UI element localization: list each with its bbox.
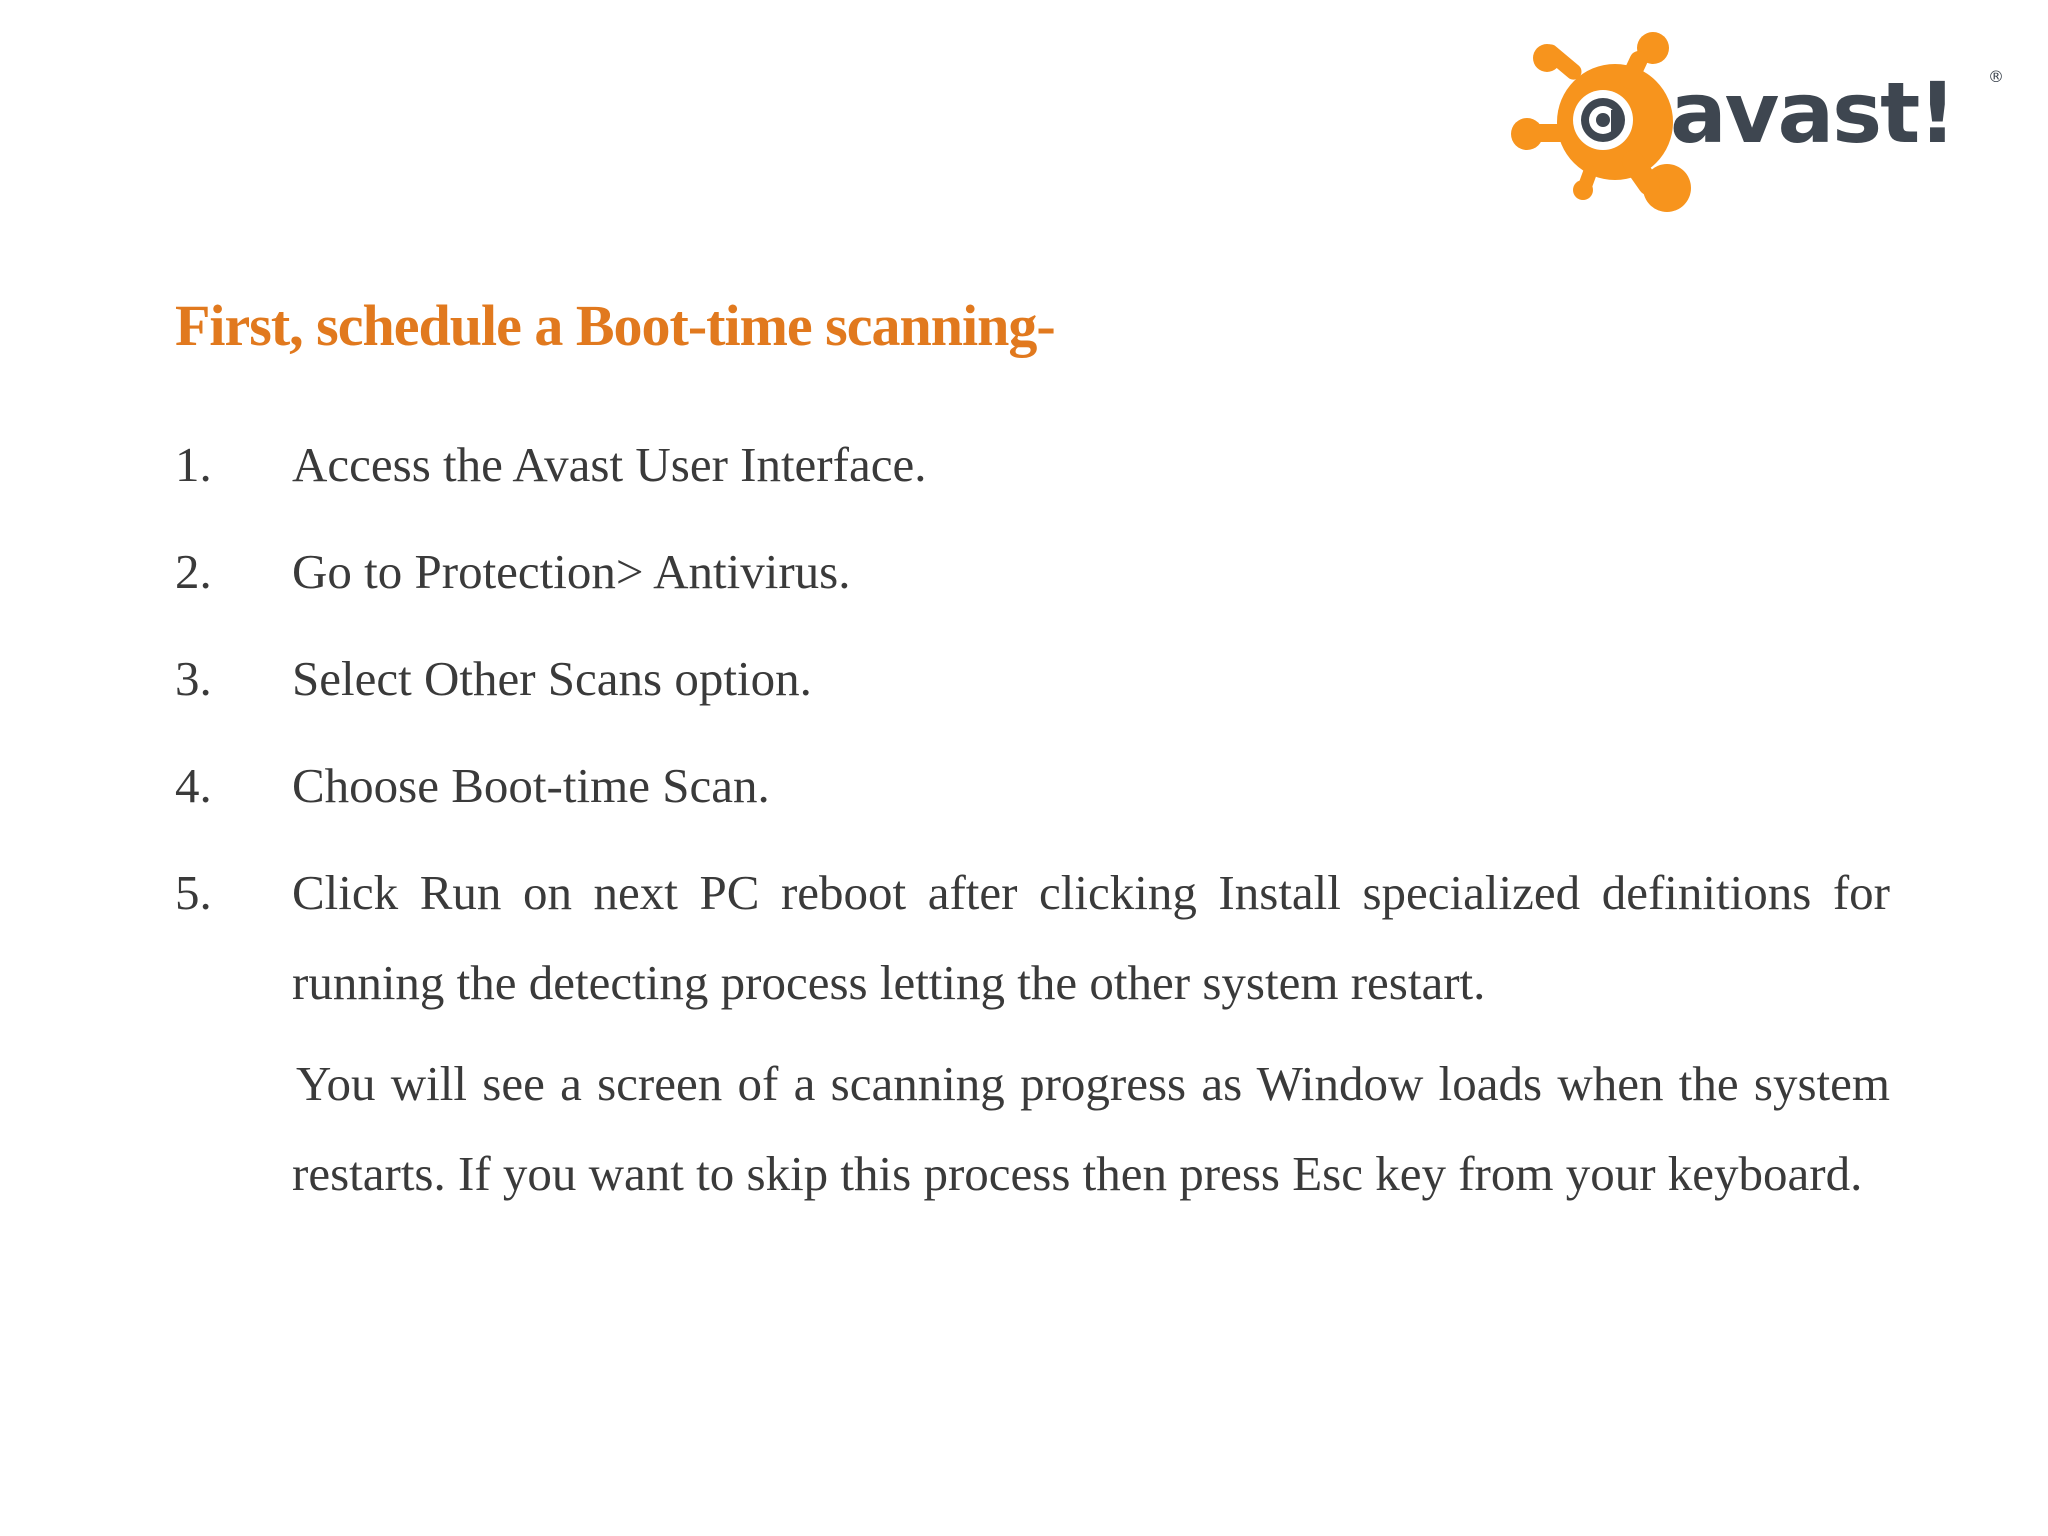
list-item <box>175 741 1890 831</box>
step-text: Go to Protection> Antivirus. <box>292 544 851 599</box>
note-paragraph: You will see a screen of a scanning progress as Window loads when the system restarts. If you want to skip this process then press Esc key from your keyboard. <box>292 1056 1890 1201</box>
list-item <box>175 634 1890 724</box>
steps-list <box>175 420 1890 1045</box>
step-number: 3. <box>175 651 212 706</box>
step-text: Click Run on next PC reboot after clicking Install specialized definitions for running the detecting process letting the other system restart. <box>292 865 1890 1010</box>
registered-mark: ® <box>1988 67 2004 86</box>
step-number: 1. <box>175 437 212 492</box>
avast-logo <box>1505 30 2005 220</box>
step-text: Access the Avast User Interface. <box>292 437 927 492</box>
list-item <box>175 420 1890 510</box>
list-item <box>175 848 1890 1028</box>
step-text: Select Other Scans option. <box>292 651 812 706</box>
avast-logo-icon <box>1505 30 2005 220</box>
step-number: 4. <box>175 758 212 813</box>
step-text: Choose Boot-time Scan. <box>292 758 770 813</box>
step-number: 2. <box>175 544 212 599</box>
page-title: First, schedule a Boot-time scanning- <box>175 293 1055 358</box>
list-item <box>175 527 1890 617</box>
step-number: 5. <box>175 865 212 920</box>
avast-wordmark: avast! <box>1670 64 1955 162</box>
